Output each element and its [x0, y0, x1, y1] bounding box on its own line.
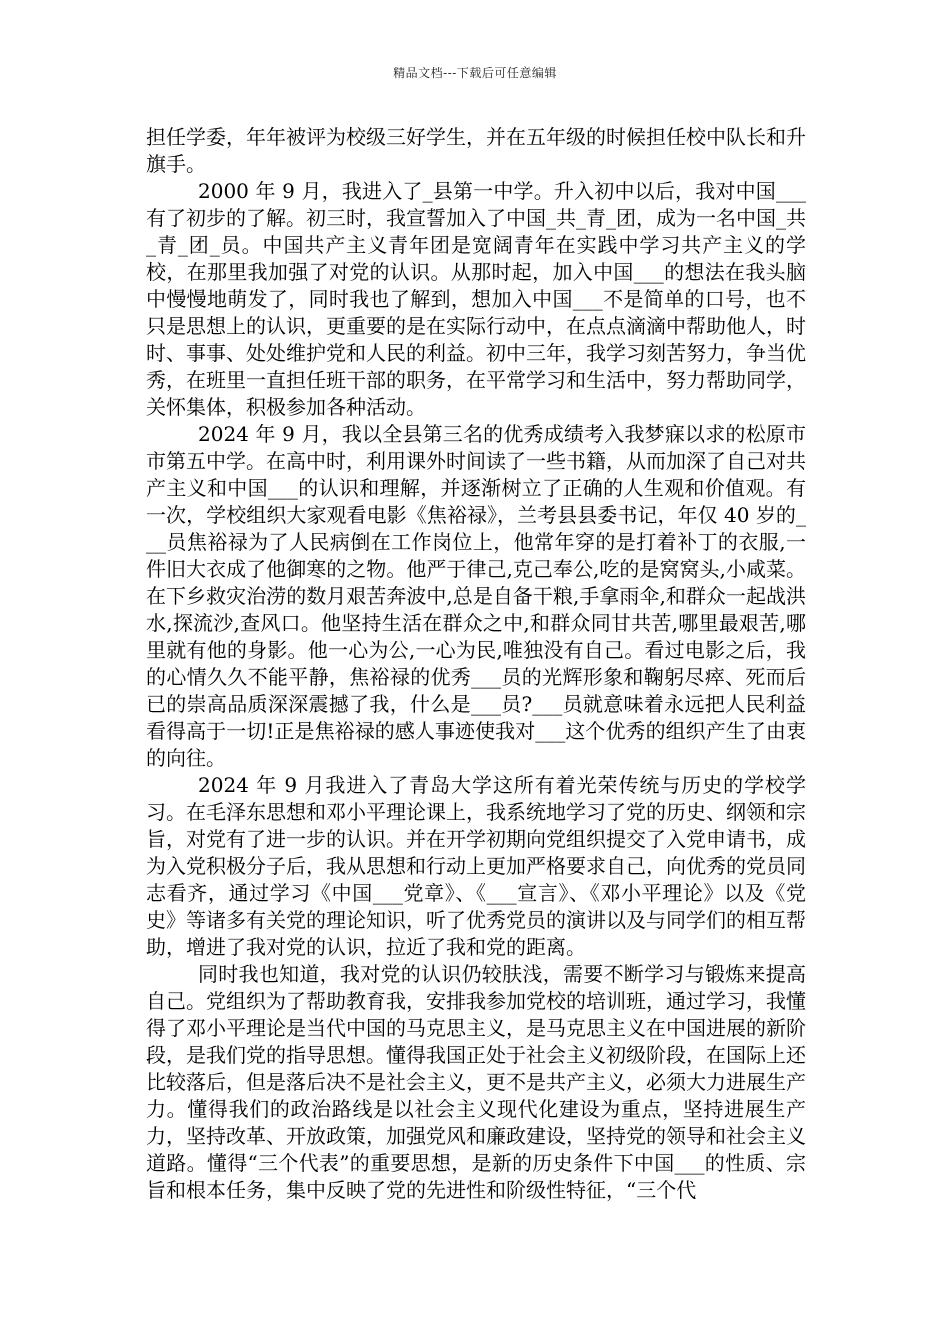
- paragraph: 2000 年 9 月，我进入了_县第一中学。升入初中以后，我对中国___有了初步的了解。初三时，我宣誓加入了中国_共_青_团，成为一名中国_共_青_团_员。中国共产主义青年团是宽阔青年在实践中学习共产主义的学校，在那里我加强了对党的认识。从那时起，加入中国___的想法在我头脑中慢慢地萌发了，同时我也了解到，想加入中国___不是简单的口号，也不只是思想上的认识，更重要的是在实际行动中，在点点滴滴中帮助他人，时时、事事、处处维护党和人民的利益。初中三年，我学习刻苦努力，争当优秀，在班里一直担任班干部的职务，在平常学习和生活中，努力帮助同学，关怀集体，积极参加各种活动。: [146, 179, 806, 419]
- paragraph: 担任学委，年年被评为校级三好学生，并在五年级的时候担任校中队长和升旗手。: [146, 125, 806, 176]
- paragraph: 2024 年 9 月我进入了青岛大学这所有着光荣传统与历史的学校学习。在毛泽东思想和邓小平理论课上，我系统地学习了党的历史、纲领和宗旨，对党有了进一步的认识。并在开学初期向党组织提交了入党申请书，成为入党积极分子后，我从思想和行动上更加严格要求自己，向优秀的党员同志看齐，通过学习《中国___党章》、《___宣言》、《邓小平理论》以及《党史》等诸多有关党的理论知识，听了优秀党员的演讲以及与同学们的相互帮助，增进了我对党的认识，拉近了我和党的距离。: [146, 773, 806, 959]
- paragraph: 2024 年 9 月，我以全县第三名的优秀成绩考入我梦寐以求的松原市市第五中学。在高中时，利用课外时间读了一些书籍，从而加深了自己对共产主义和中国___的认识和理解，并逐渐树立了正确的人生观和价值观。有一次，学校组织大家观看电影《焦裕禄》，兰考县县委书记，年仅 40 岁的___员焦裕禄为了人民病倒在工作岗位上，他常年穿的是打着补丁的衣服,一件旧大衣成了他御寒的之物。他严于律己,克己奉公,吃的是窝窝头,小咸菜。在下乡救灾治涝的数月艰苦奔波中,总是自备干粮,手拿雨伞,和群众一起战洪水,探流沙,查风口。他坚持生活在群众之中,和群众同甘共苦,哪里最艰苦,哪里就有他的身影。他一心为公,一心为民,唯独没有自己。看过电影之后，我的心情久久不能平静，焦裕禄的优秀___员的光辉形象和鞠躬尽瘁、死而后已的崇高品质深深震撼了我，什么是___员?___员就意味着永远把人民利益看得高于一切!正是焦裕禄的感人事迹使我对___这个优秀的组织产生了由衷的向往。: [146, 422, 806, 770]
- document-body: [146, 124, 806, 1204]
- paragraph: 同时我也知道，我对党的认识仍较肤浅，需要不断学习与锻炼来提高自己。党组织为了帮助教育我，安排我参加党校的培训班，通过学习，我懂得了邓小平理论是当代中国的马克思主义，是马克思主义在中国进展的新阶段，是我们党的指导思想。懂得我国正处于社会主义初级阶段，在国际上还比较落后，但是落后决不是社会主义，更不是共产主义，必须大力进展生产力。懂得我们的政治路线是以社会主义现代化建设为重点，坚持进展生产力，坚持改革、开放政策，加强党风和廉政建设，坚持党的领导和社会主义道路。懂得“三个代表”的重要思想，是新的历史条件下中国___的性质、宗旨和根本任务，集中反映了党的先进性和阶级性特征，“三个代: [146, 962, 806, 1202]
- page-header: 精品文档---下载后可任意编辑: [393, 66, 557, 80]
